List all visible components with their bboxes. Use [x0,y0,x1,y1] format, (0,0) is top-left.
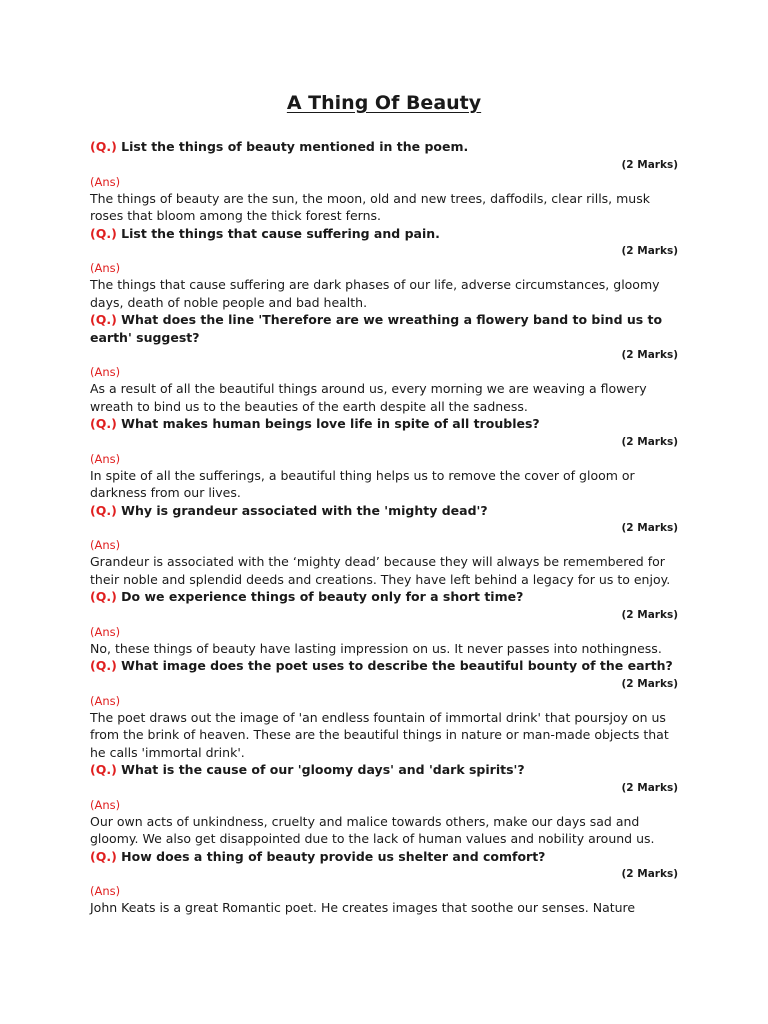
marks-label: (2 Marks) [621,522,678,534]
question [90,225,678,243]
question-label: (Q.) [90,312,117,327]
answer-text: As a result of all the beautiful things around us, every morning we are weaving a flowery wreath to bind us to the beauties of the earth despite all the sadness. [90,381,647,414]
question [90,502,678,520]
question-text: What does the line 'Therefore are we wreathing a flowery band to bind us to earth' suggest? [90,312,663,345]
qa-block [90,848,678,917]
question-text: What image does the poet uses to describe the beautiful bounty of the earth? [121,658,673,673]
question [90,311,678,346]
answer-text: Our own acts of unkindness, cruelty and malice towards others, make our days sad and gloomy. We also get disappointed due to the lack of human values and nobility around us. [90,813,655,846]
qa-list [90,138,678,917]
answer-label: (Ans) [90,624,121,639]
question [90,848,678,866]
answer-text: No, these things of beauty have lasting impression on us. It never passes into nothingness. [90,640,662,656]
question-label: (Q.) [90,589,117,604]
marks-label: (2 Marks) [621,245,678,257]
document-page [90,92,678,917]
answer-label: (Ans) [90,261,121,275]
marks-label: (2 Marks) [621,781,678,794]
marks-label: (2 Marks) [621,435,678,448]
question-label: (Q.) [90,139,117,154]
question [90,657,678,675]
qa-block [90,138,678,225]
marks-label: (2 Marks) [621,677,678,690]
page-title: A Thing Of Beauty [286,92,482,114]
marks-label: (2 Marks) [621,158,678,171]
question [90,415,678,433]
qa-block [90,225,678,312]
qa-block [90,657,678,761]
question-text: What makes human beings love life in spite of all troubles? [121,416,540,431]
question [90,138,678,156]
question-label: (Q.) [90,762,117,777]
question-text: Do we experience things of beauty only for a short time? [121,589,524,604]
marks-label: (2 Marks) [621,868,678,880]
answer-text: The poet draws out the image of 'an endless fountain of immortal drink' that poursjoy on us from the brink of heaven. These are the beautiful things in nature or man-made objects that he calls 'immortal drink'. [90,709,669,760]
answer-text: The things that cause suffering are dark phases of our life, adverse circumstances, gloomy days, death of noble people and bad health. [90,277,660,310]
qa-block [90,588,678,657]
answer-text: Grandeur is associated with the ‘mighty dead’ because they will always be remembered for their noble and splendid deeds and creations. They have left behind a legacy for us to enjoy. [90,554,671,587]
question-label: (Q.) [90,848,117,864]
question-text: List the things that cause suffering and pain. [121,225,440,241]
qa-block [90,502,678,589]
question-text: How does a thing of beauty provide us shelter and comfort? [121,848,546,864]
question [90,588,678,606]
question-label: (Q.) [90,225,117,241]
answer-label: (Ans) [90,451,121,466]
answer-label: (Ans) [90,538,121,552]
answer-label: (Ans) [90,693,121,708]
question-label: (Q.) [90,658,117,673]
question [90,761,678,779]
question-label: (Q.) [90,416,117,431]
answer-label: (Ans) [90,174,121,189]
marks-label: (2 Marks) [621,349,678,361]
qa-block [90,311,678,415]
answer-label: (Ans) [90,365,121,379]
question-text: List the things of beauty mentioned in the poem. [121,139,469,154]
answer-label: (Ans) [90,797,121,812]
marks-label: (2 Marks) [621,608,678,621]
question-text: Why is grandeur associated with the 'mighty dead'? [121,502,488,518]
answer-text: The things of beauty are the sun, the moon, old and new trees, daffodils, clear rills, musk roses that bloom among the thick forest ferns. [90,190,650,223]
answer-text: John Keats is a great Romantic poet. He creates images that soothe our senses. Nature [90,900,636,915]
question-text: What is the cause of our 'gloomy days' and 'dark spirits'? [121,762,525,777]
qa-block [90,415,678,502]
answer-label: (Ans) [90,884,121,898]
question-label: (Q.) [90,502,117,518]
answer-text: In spite of all the sufferings, a beautiful thing helps us to remove the cover of gloom or darkness from our lives. [90,467,635,500]
qa-block [90,761,678,848]
